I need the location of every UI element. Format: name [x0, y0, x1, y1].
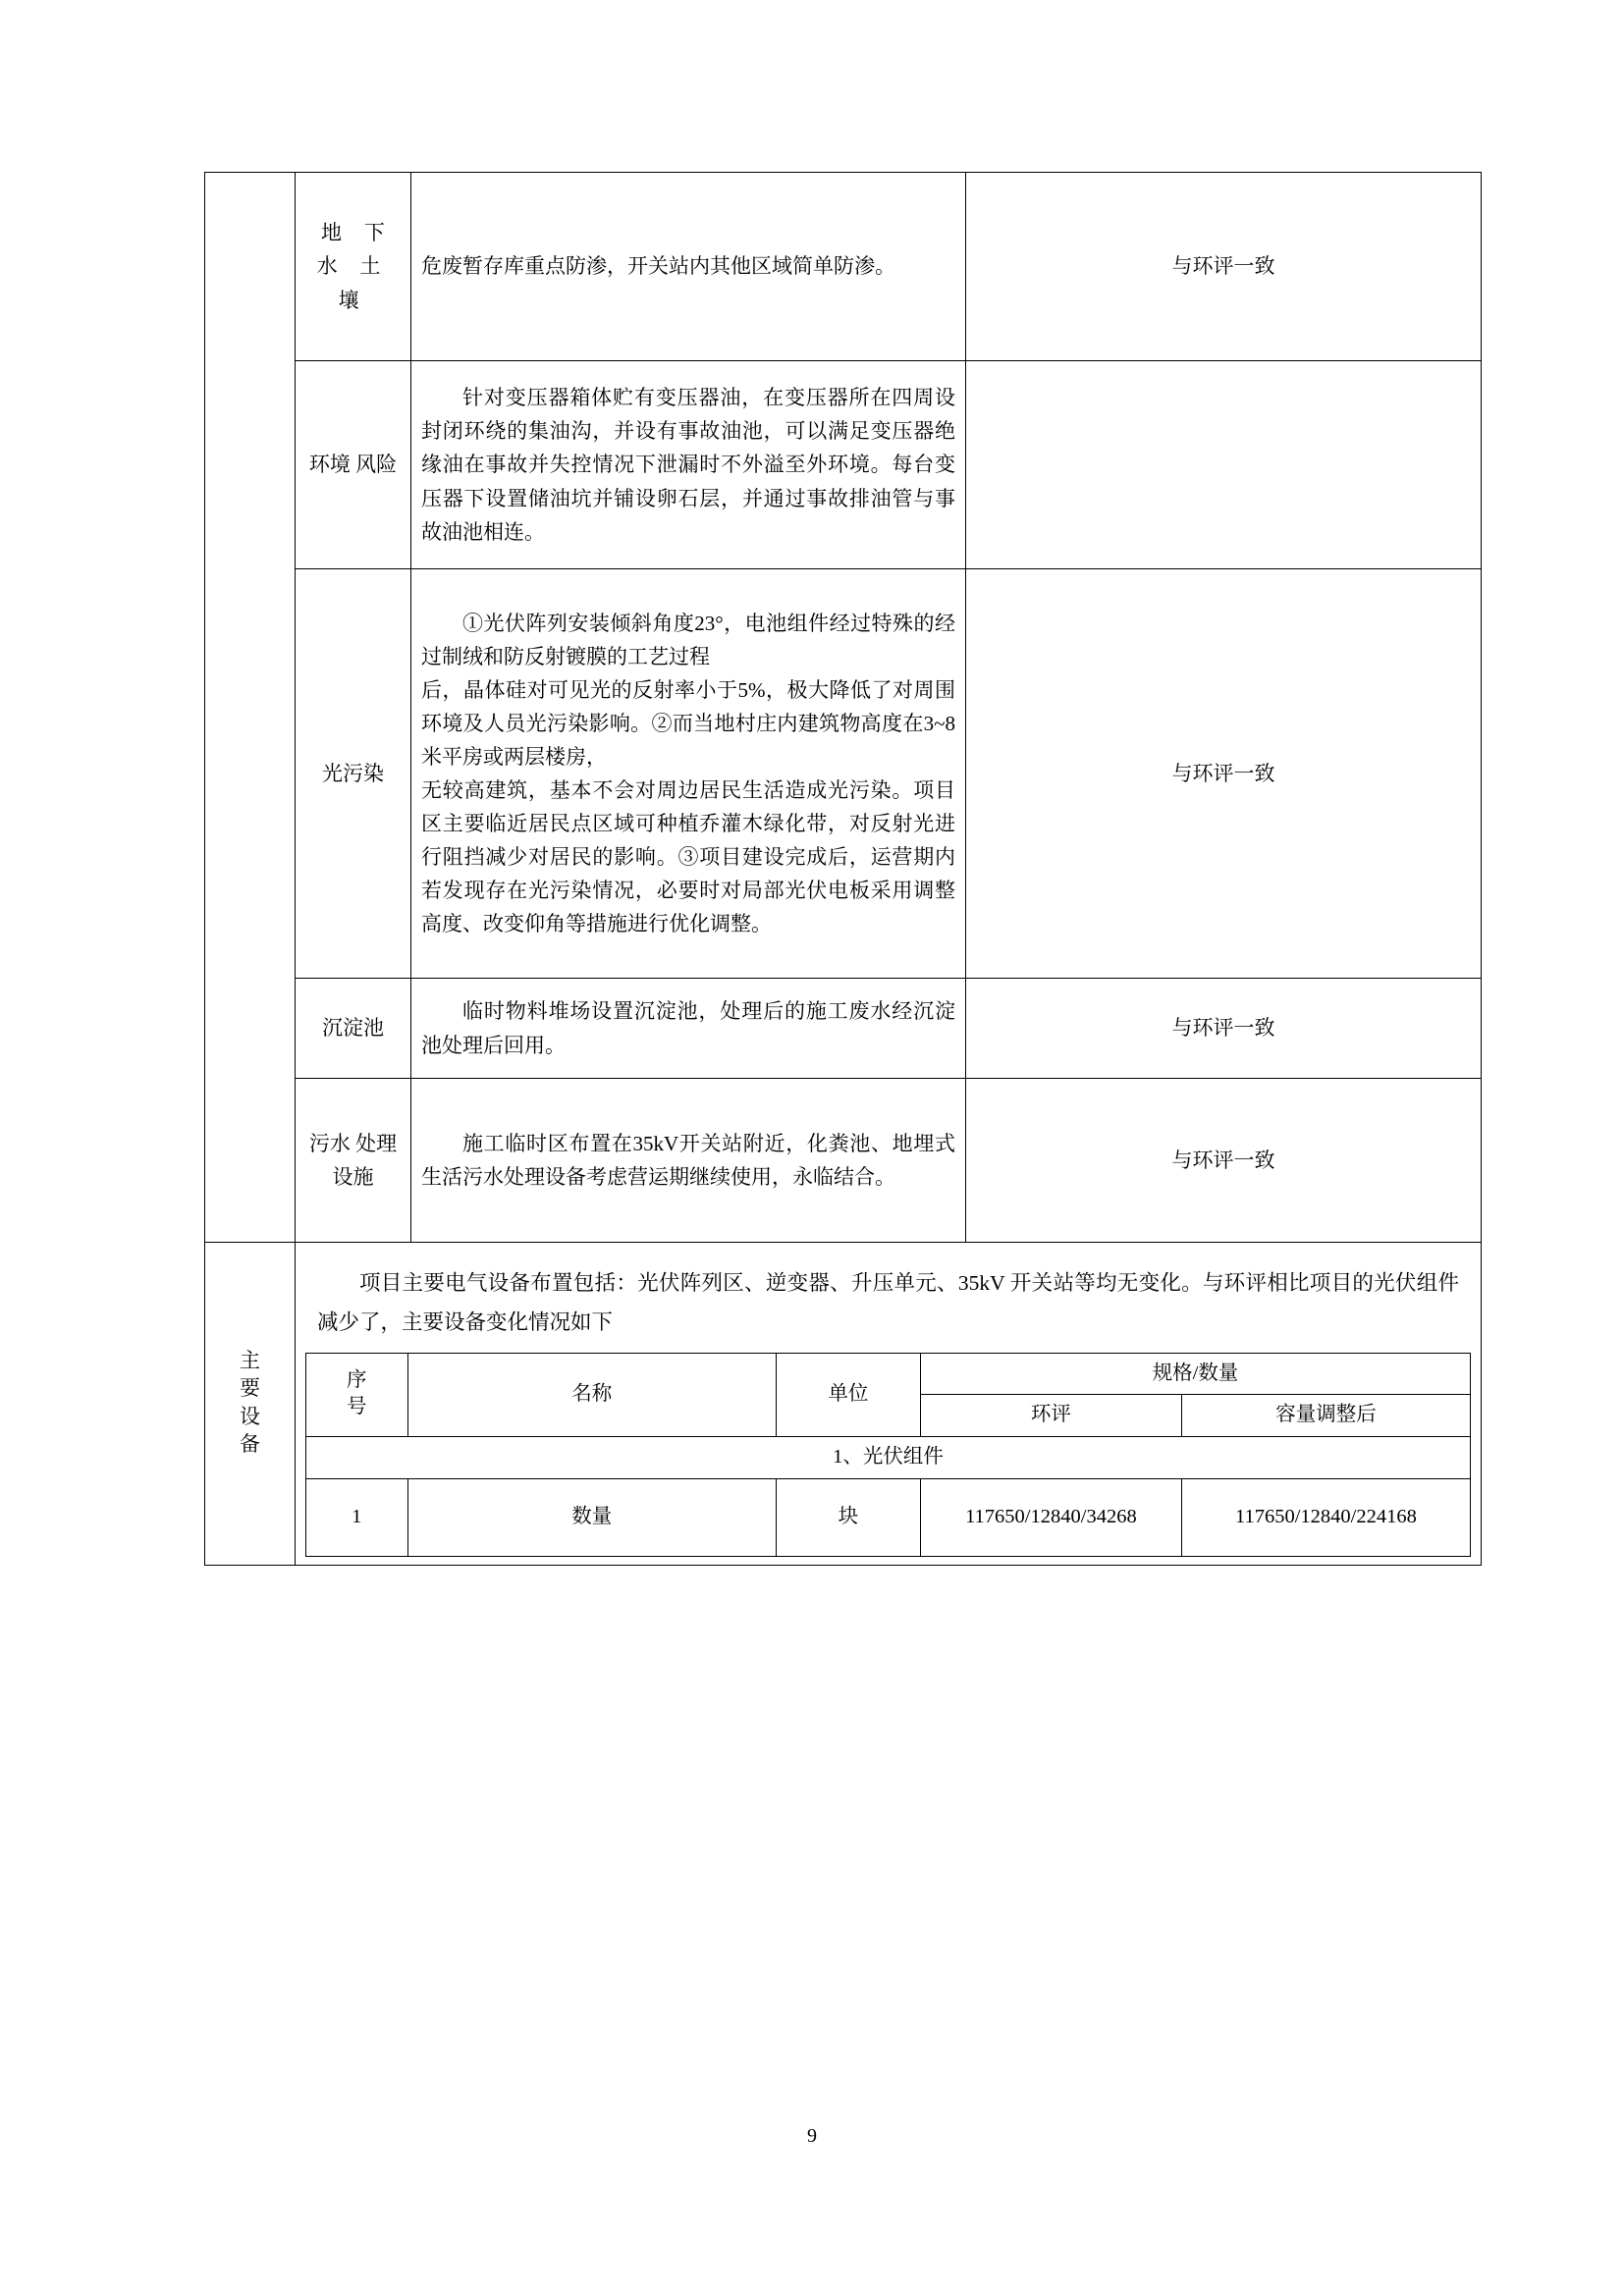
status-sewage-facility: 与环评一致 — [966, 1079, 1482, 1243]
group-title-pv-modules: 1、光伏组件 — [306, 1436, 1471, 1478]
content-light-pollution: ①光伏阵列安装倾斜角度23°，电池组件经过特殊的经过制绒和防反射镀膜的工艺过程 后，晶体硅对可见光的反射率小于5%，极大降低了对周围环境及人员光污染影响。②而当地村庄内建筑物高度在3~8米平房或两层楼房， 无较高建筑，基本不会对周边居民生活造成光污染。项目区主要临近居民点区域可种植乔灌木绿化带，对反射光进行阻挡减少对居民的影响。③项目建设完成后，运营期内若发现存在光污染情况，必要时对局部光伏电板采用调整高度、改变仰角等措施进行优化调整。 — [411, 569, 966, 979]
category-environmental-risk: 环境 风险 — [296, 361, 411, 569]
status-environmental-risk — [966, 361, 1482, 569]
table-row — [205, 569, 1482, 979]
table-row — [205, 361, 1482, 569]
header-adjusted: 容量调整后 — [1181, 1395, 1470, 1437]
equipment-group-row — [306, 1436, 1471, 1478]
cell-epr-value: 117650/12840/34268 — [920, 1478, 1181, 1556]
table-row — [205, 173, 1482, 361]
category-groundwater-soil: 地 下 水 土 壤 — [296, 173, 411, 361]
row-group-label-empty — [205, 173, 296, 1243]
content-sewage-facility: 施工临时区布置在35kV开关站附近，化粪池、地埋式生活污水处理设备考虑营运期继续使用，永临结合。 — [411, 1079, 966, 1243]
content-environmental-risk: 针对变压器箱体贮有变压器油，在变压器所在四周设封闭环绕的集油沟，并设有事故油池，可以满足变压器绝缘油在事故并失控情况下泄漏时不外溢至外环境。每台变压器下设置储油坑并铺设卵石层，并通过事故排油管与事故油池相连。 — [411, 361, 966, 569]
table-row — [205, 1079, 1482, 1243]
cell-name: 数量 — [407, 1478, 776, 1556]
category-sewage-facility: 污水 处理 设施 — [296, 1079, 411, 1243]
equipment-header-row — [306, 1353, 1471, 1395]
equipment-section-cell — [296, 1243, 1482, 1566]
row-group-label-main-equipment: 主要设备 — [205, 1243, 296, 1566]
equipment-intro-text: 项目主要电气设备布置包括：光伏阵列区、逆变器、升压单元、35kV 开关站等均无变化。与环评相比项目的光伏组件减少了，主要设备变化情况如下 — [317, 1271, 1459, 1334]
content-sedimentation-tank: 临时物料堆场设置沉淀池，处理后的施工废水经沉淀池处理后回用。 — [411, 979, 966, 1079]
cell-adjusted-value: 117650/12840/224168 — [1181, 1478, 1470, 1556]
environmental-measures-table — [204, 172, 1482, 1566]
header-unit: 单位 — [776, 1353, 920, 1436]
table-row — [306, 1478, 1471, 1556]
category-light-pollution: 光污染 — [296, 569, 411, 979]
status-sedimentation-tank: 与环评一致 — [966, 979, 1482, 1079]
status-groundwater-soil: 与环评一致 — [966, 173, 1482, 361]
cell-serial-no: 1 — [306, 1478, 408, 1556]
table-row-equipment — [205, 1243, 1482, 1566]
page-number: 9 — [807, 2125, 817, 2147]
header-serial-no: 序号 — [306, 1353, 408, 1436]
table-row — [205, 979, 1482, 1079]
cell-unit: 块 — [776, 1478, 920, 1556]
equipment-table — [305, 1353, 1471, 1557]
main-table-container — [204, 172, 1481, 1566]
header-spec-quantity: 规格/数量 — [920, 1353, 1470, 1395]
header-epr: 环评 — [920, 1395, 1181, 1437]
content-groundwater-soil: 危废暂存库重点防渗，开关站内其他区域简单防渗。 — [411, 173, 966, 361]
header-name: 名称 — [407, 1353, 776, 1436]
category-sedimentation-tank: 沉淀池 — [296, 979, 411, 1079]
status-light-pollution: 与环评一致 — [966, 569, 1482, 979]
